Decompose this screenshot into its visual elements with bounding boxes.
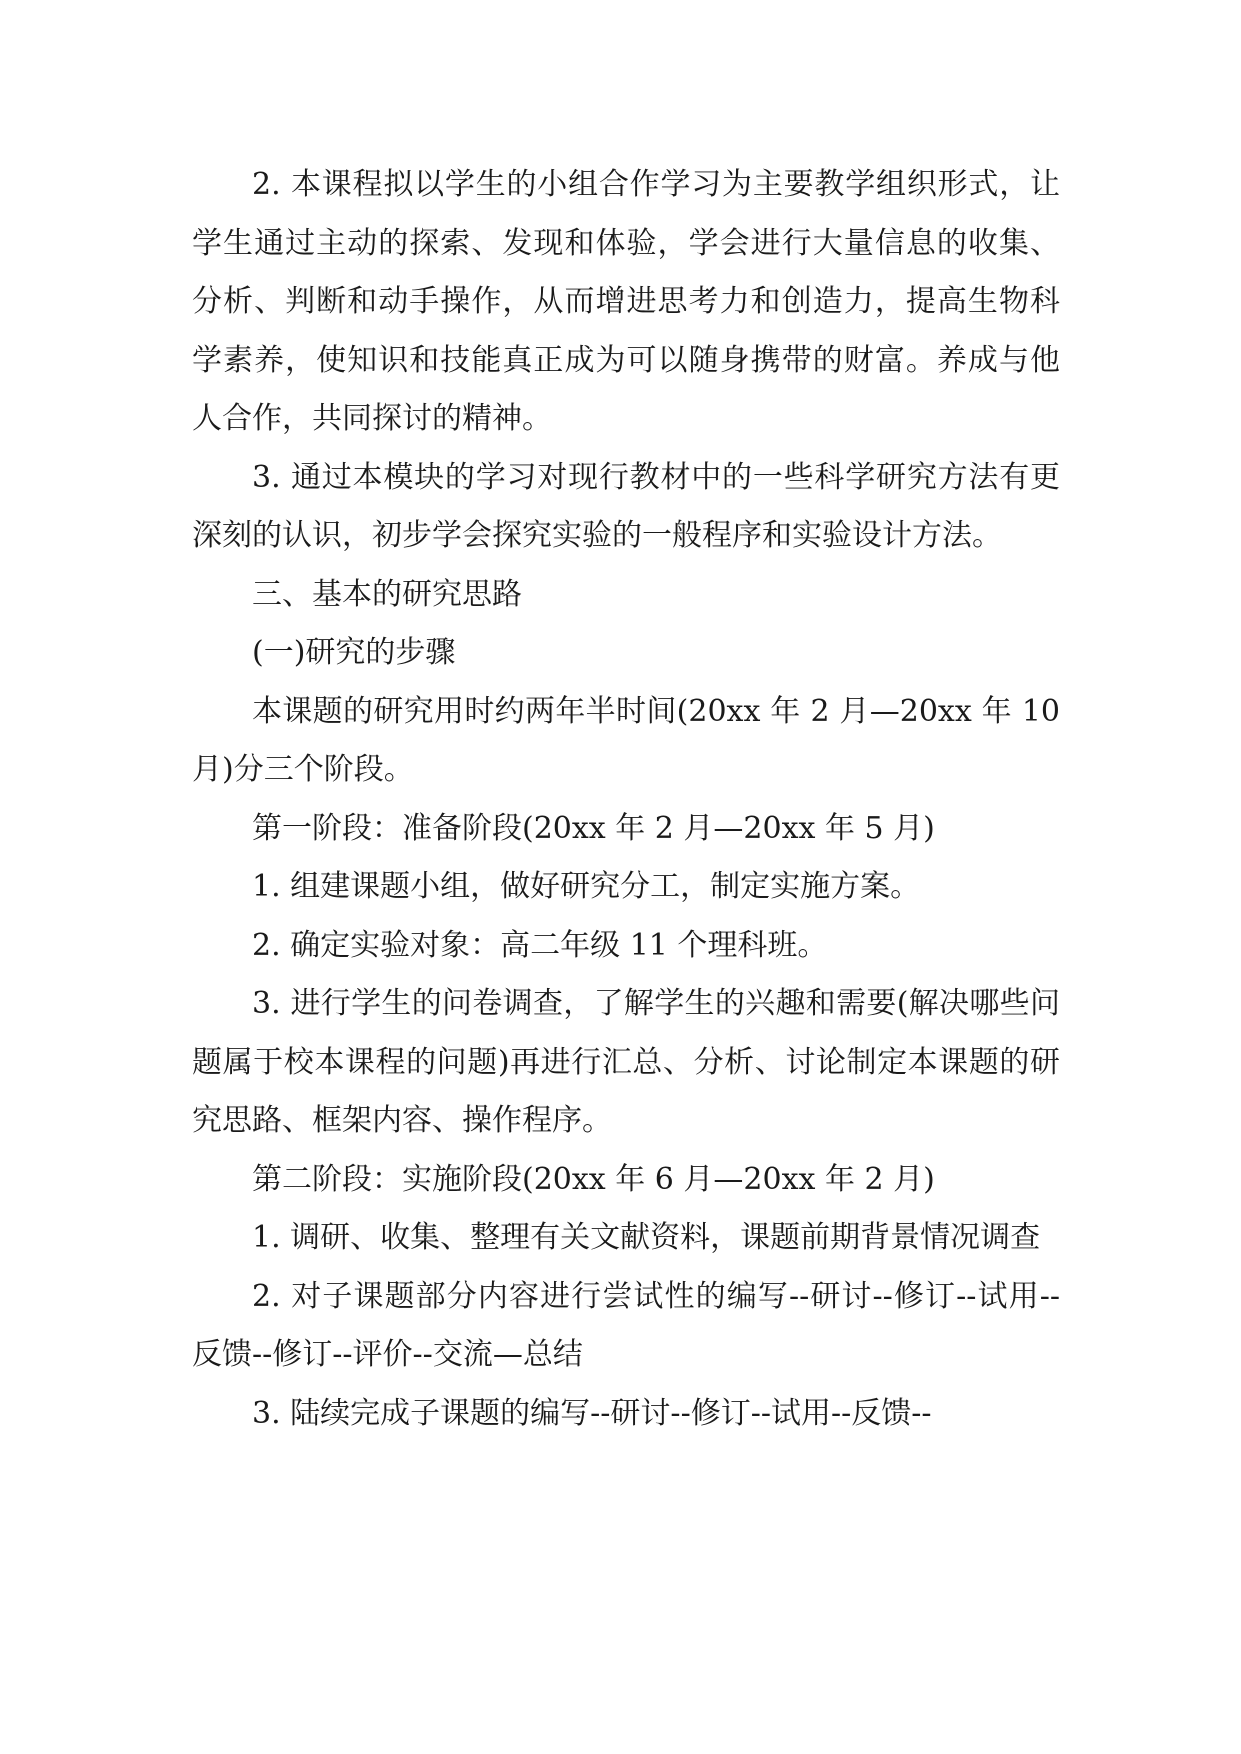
document-body — [192, 156, 1060, 1443]
phase-two-item-2: 2. 对子课题部分内容进行尝试性的编写--研讨--修订--试用--反馈--修订--评价--交流—总结 — [192, 1278, 1060, 1372]
paragraph-goal-2: 2. 本课程拟以学生的小组合作学习为主要教学组织形式，让学生通过主动的探索、发现和体验，学会进行大量信息的收集、分析、判断和动手操作，从而增进思考力和创造力，提高生物科学素养，使知识和技能真正成为可以随身携带的财富。养成与他人合作，共同探讨的精神。 — [192, 167, 1060, 436]
phase-two-heading: 第二阶段：实施阶段(20xx 年 6 月—20xx 年 2 月) — [252, 1161, 935, 1197]
paragraph-timeline: 本课题的研究用时约两年半时间(20xx 年 2 月—20xx 年 10 月)分三个阶段。 — [192, 693, 1060, 787]
paragraph-goal-3: 3. 通过本模块的学习对现行教材中的一些科学研究方法有更深刻的认识，初步学会探究实验的一般程序和实验设计方法。 — [192, 459, 1060, 553]
phase-one-item-3: 3. 进行学生的问卷调查，了解学生的兴趣和需要(解决哪些问题属于校本课程的问题)再进行汇总、分析、讨论制定本课题的研究思路、框架内容、操作程序。 — [192, 986, 1060, 1138]
phase-two-item-1: 1. 调研、收集、整理有关文献资料，课题前期背景情况调查 — [252, 1220, 1041, 1255]
subsection-heading: (一)研究的步骤 — [252, 635, 456, 670]
section-heading: 三、基本的研究思路 — [252, 576, 522, 612]
phase-one-heading: 第一阶段：准备阶段(20xx 年 2 月—20xx 年 5 月) — [252, 810, 935, 846]
phase-two-item-3: 3. 陆续完成子课题的编写--研讨--修订--试用--反馈-- — [252, 1395, 932, 1431]
phase-one-item-2: 2. 确定实验对象：高二年级 11 个理科班。 — [252, 927, 828, 963]
phase-one-item-1: 1. 组建课题小组，做好研究分工，制定实施方案。 — [252, 869, 921, 904]
